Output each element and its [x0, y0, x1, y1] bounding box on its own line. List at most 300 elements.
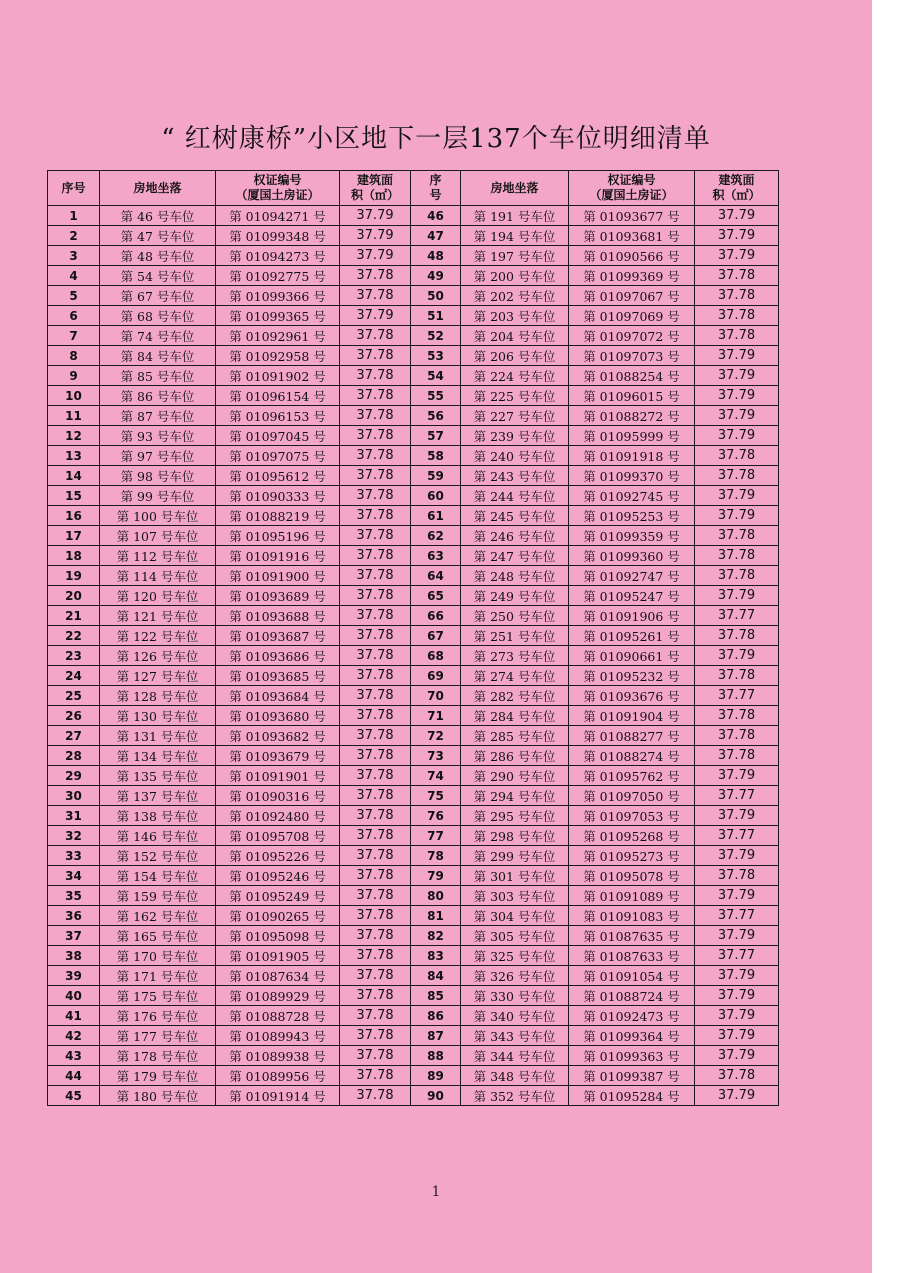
cell-right-location: 第 326 号车位: [461, 966, 569, 986]
cell-right-no: 69: [411, 666, 461, 686]
cell-right-area: 37.79: [695, 406, 779, 426]
table-row: [48, 1046, 779, 1066]
cell-right-cert: 第 01093681 号: [569, 226, 695, 246]
cell-right-area: 37.79: [695, 506, 779, 526]
cell-left-location: 第 68 号车位: [100, 306, 216, 326]
table-row: [48, 846, 779, 866]
table-row: [48, 1086, 779, 1106]
cell-right-cert: 第 01095078 号: [569, 866, 695, 886]
cell-left-cert: 第 01093685 号: [216, 666, 340, 686]
cell-left-cert: 第 01090316 号: [216, 786, 340, 806]
cell-left-location: 第 175 号车位: [100, 986, 216, 1006]
cell-right-area: 37.79: [695, 966, 779, 986]
cell-right-cert: 第 01091906 号: [569, 606, 695, 626]
cell-right-area: 37.79: [695, 1086, 779, 1106]
cell-left-location: 第 121 号车位: [100, 606, 216, 626]
cell-right-no: 68: [411, 646, 461, 666]
table-row: [48, 286, 779, 306]
cell-left-cert: 第 01091914 号: [216, 1086, 340, 1106]
cell-right-location: 第 227 号车位: [461, 406, 569, 426]
header-right-location: 房地坐落: [461, 171, 569, 206]
cell-left-cert: 第 01093684 号: [216, 686, 340, 706]
cell-left-area: 37.78: [340, 706, 411, 726]
cell-right-location: 第 191 号车位: [461, 206, 569, 226]
cell-right-cert: 第 01097069 号: [569, 306, 695, 326]
cell-right-location: 第 273 号车位: [461, 646, 569, 666]
cell-right-area: 37.78: [695, 566, 779, 586]
cell-right-location: 第 325 号车位: [461, 946, 569, 966]
cell-left-cert: 第 01093687 号: [216, 626, 340, 646]
cell-right-location: 第 204 号车位: [461, 326, 569, 346]
cell-right-location: 第 197 号车位: [461, 246, 569, 266]
cell-left-cert: 第 01097045 号: [216, 426, 340, 446]
cell-left-cert: 第 01091901 号: [216, 766, 340, 786]
cell-left-no: 23: [48, 646, 100, 666]
cell-right-no: 49: [411, 266, 461, 286]
cell-left-no: 44: [48, 1066, 100, 1086]
cell-right-location: 第 249 号车位: [461, 586, 569, 606]
cell-left-location: 第 154 号车位: [100, 866, 216, 886]
cell-right-cert: 第 01099369 号: [569, 266, 695, 286]
cell-left-location: 第 47 号车位: [100, 226, 216, 246]
cell-left-location: 第 67 号车位: [100, 286, 216, 306]
cell-right-no: 82: [411, 926, 461, 946]
cell-right-location: 第 250 号车位: [461, 606, 569, 626]
cell-right-area: 37.79: [695, 586, 779, 606]
cell-right-no: 48: [411, 246, 461, 266]
cell-left-location: 第 48 号车位: [100, 246, 216, 266]
cell-right-cert: 第 01095762 号: [569, 766, 695, 786]
cell-right-cert: 第 01091083 号: [569, 906, 695, 926]
cell-left-area: 37.78: [340, 906, 411, 926]
table-row: [48, 926, 779, 946]
cell-left-cert: 第 01095246 号: [216, 866, 340, 886]
cell-left-cert: 第 01092961 号: [216, 326, 340, 346]
cell-left-location: 第 128 号车位: [100, 686, 216, 706]
cell-left-no: 2: [48, 226, 100, 246]
cell-right-location: 第 274 号车位: [461, 666, 569, 686]
document-title: “ 红树康桥”小区地下一层137个车位明细清单: [161, 124, 711, 154]
cell-left-no: 29: [48, 766, 100, 786]
cell-left-area: 37.78: [340, 366, 411, 386]
cell-right-location: 第 290 号车位: [461, 766, 569, 786]
cell-left-location: 第 134 号车位: [100, 746, 216, 766]
table-row: [48, 826, 779, 846]
cell-left-cert: 第 01094273 号: [216, 246, 340, 266]
cell-left-no: 22: [48, 626, 100, 646]
cell-left-no: 15: [48, 486, 100, 506]
cell-left-area: 37.78: [340, 286, 411, 306]
cell-right-no: 51: [411, 306, 461, 326]
cell-left-cert: 第 01091902 号: [216, 366, 340, 386]
header-left-location: 房地坐落: [100, 171, 216, 206]
header-left-area: 建筑面 积（㎡）: [340, 171, 411, 206]
cell-right-no: 73: [411, 746, 461, 766]
table-row: [48, 986, 779, 1006]
cell-left-no: 45: [48, 1086, 100, 1106]
cell-left-location: 第 138 号车位: [100, 806, 216, 826]
cell-left-no: 37: [48, 926, 100, 946]
table-row: [48, 706, 779, 726]
cell-left-cert: 第 01089943 号: [216, 1026, 340, 1046]
cell-right-area: 37.77: [695, 946, 779, 966]
table-row: [48, 266, 779, 286]
cell-right-cert: 第 01092473 号: [569, 1006, 695, 1026]
table-row: [48, 246, 779, 266]
cell-right-cert: 第 01096015 号: [569, 386, 695, 406]
cell-right-area: 37.78: [695, 546, 779, 566]
cell-left-cert: 第 01089938 号: [216, 1046, 340, 1066]
table-row: [48, 646, 779, 666]
cell-left-area: 37.79: [340, 206, 411, 226]
cell-right-no: 55: [411, 386, 461, 406]
cell-left-cert: 第 01093680 号: [216, 706, 340, 726]
table-row: [48, 506, 779, 526]
cell-left-location: 第 176 号车位: [100, 1006, 216, 1026]
cell-right-location: 第 284 号车位: [461, 706, 569, 726]
cell-left-cert: 第 01096154 号: [216, 386, 340, 406]
cell-left-location: 第 84 号车位: [100, 346, 216, 366]
table-row: [48, 726, 779, 746]
cell-right-area: 37.77: [695, 686, 779, 706]
cell-right-no: 79: [411, 866, 461, 886]
cell-right-no: 56: [411, 406, 461, 426]
cell-right-cert: 第 01097072 号: [569, 326, 695, 346]
table-row: [48, 686, 779, 706]
cell-left-location: 第 100 号车位: [100, 506, 216, 526]
cell-right-cert: 第 01090566 号: [569, 246, 695, 266]
cell-right-cert: 第 01095273 号: [569, 846, 695, 866]
table-header-row: [48, 171, 779, 206]
cell-right-location: 第 294 号车位: [461, 786, 569, 806]
cell-left-area: 37.78: [340, 1026, 411, 1046]
cell-left-area: 37.78: [340, 966, 411, 986]
cell-left-area: 37.78: [340, 686, 411, 706]
cell-left-no: 38: [48, 946, 100, 966]
cell-right-area: 37.78: [695, 706, 779, 726]
cell-right-area: 37.77: [695, 606, 779, 626]
cell-right-location: 第 298 号车位: [461, 826, 569, 846]
cell-right-cert: 第 01091918 号: [569, 446, 695, 466]
cell-right-no: 46: [411, 206, 461, 226]
cell-left-cert: 第 01091900 号: [216, 566, 340, 586]
cell-right-location: 第 301 号车位: [461, 866, 569, 886]
cell-right-no: 85: [411, 986, 461, 1006]
cell-left-area: 37.78: [340, 986, 411, 1006]
cell-right-area: 37.78: [695, 666, 779, 686]
cell-left-no: 28: [48, 746, 100, 766]
cell-left-area: 37.78: [340, 806, 411, 826]
cell-left-area: 37.78: [340, 526, 411, 546]
cell-right-no: 58: [411, 446, 461, 466]
cell-right-cert: 第 01097053 号: [569, 806, 695, 826]
cell-right-no: 70: [411, 686, 461, 706]
cell-right-cert: 第 01087633 号: [569, 946, 695, 966]
cell-left-no: 27: [48, 726, 100, 746]
cell-right-area: 37.79: [695, 206, 779, 226]
cell-left-no: 17: [48, 526, 100, 546]
table-row: [48, 606, 779, 626]
table-body: [48, 206, 779, 1106]
table-row: [48, 1026, 779, 1046]
cell-right-no: 60: [411, 486, 461, 506]
cell-right-no: 76: [411, 806, 461, 826]
table-row: [48, 226, 779, 246]
cell-left-cert: 第 01089929 号: [216, 986, 340, 1006]
cell-right-location: 第 299 号车位: [461, 846, 569, 866]
cell-right-no: 77: [411, 826, 461, 846]
cell-right-no: 75: [411, 786, 461, 806]
cell-left-area: 37.78: [340, 586, 411, 606]
cell-right-cert: 第 01099370 号: [569, 466, 695, 486]
cell-right-cert: 第 01095999 号: [569, 426, 695, 446]
cell-right-no: 90: [411, 1086, 461, 1106]
cell-left-location: 第 170 号车位: [100, 946, 216, 966]
cell-left-no: 41: [48, 1006, 100, 1026]
cell-left-cert: 第 01093688 号: [216, 606, 340, 626]
cell-right-no: 84: [411, 966, 461, 986]
header-left-cert: 权证编号 （厦国土房证）: [216, 171, 340, 206]
cell-right-no: 67: [411, 626, 461, 646]
cell-left-cert: 第 01092958 号: [216, 346, 340, 366]
cell-left-cert: 第 01093689 号: [216, 586, 340, 606]
cell-left-cert: 第 01093679 号: [216, 746, 340, 766]
cell-right-no: 83: [411, 946, 461, 966]
cell-left-location: 第 97 号车位: [100, 446, 216, 466]
table-row: [48, 626, 779, 646]
cell-left-cert: 第 01099348 号: [216, 226, 340, 246]
cell-left-area: 37.78: [340, 886, 411, 906]
cell-right-no: 87: [411, 1026, 461, 1046]
cell-right-location: 第 305 号车位: [461, 926, 569, 946]
cell-left-location: 第 99 号车位: [100, 486, 216, 506]
cell-left-no: 12: [48, 426, 100, 446]
table-row: [48, 326, 779, 346]
cell-left-area: 37.78: [340, 846, 411, 866]
cell-right-location: 第 246 号车位: [461, 526, 569, 546]
cell-right-no: 63: [411, 546, 461, 566]
cell-right-area: 37.79: [695, 986, 779, 1006]
cell-right-no: 71: [411, 706, 461, 726]
cell-left-no: 9: [48, 366, 100, 386]
table-row: [48, 906, 779, 926]
cell-right-area: 37.78: [695, 746, 779, 766]
table-row: [48, 426, 779, 446]
cell-right-location: 第 239 号车位: [461, 426, 569, 446]
cell-left-cert: 第 01095708 号: [216, 826, 340, 846]
header-right-cert: 权证编号 （厦国土房证）: [569, 171, 695, 206]
cell-left-cert: 第 01099366 号: [216, 286, 340, 306]
cell-right-no: 89: [411, 1066, 461, 1086]
cell-left-location: 第 98 号车位: [100, 466, 216, 486]
cell-right-no: 72: [411, 726, 461, 746]
cell-left-area: 37.79: [340, 246, 411, 266]
cell-right-cert: 第 01095284 号: [569, 1086, 695, 1106]
cell-left-no: 7: [48, 326, 100, 346]
cell-right-location: 第 340 号车位: [461, 1006, 569, 1026]
cell-right-cert: 第 01099387 号: [569, 1066, 695, 1086]
cell-right-cert: 第 01092745 号: [569, 486, 695, 506]
cell-left-location: 第 107 号车位: [100, 526, 216, 546]
cell-left-no: 11: [48, 406, 100, 426]
cell-left-cert: 第 01088728 号: [216, 1006, 340, 1026]
cell-right-area: 37.78: [695, 866, 779, 886]
cell-right-no: 52: [411, 326, 461, 346]
table-row: [48, 766, 779, 786]
cell-left-no: 20: [48, 586, 100, 606]
cell-right-no: 66: [411, 606, 461, 626]
cell-left-location: 第 87 号车位: [100, 406, 216, 426]
cell-left-cert: 第 01099365 号: [216, 306, 340, 326]
cell-left-no: 10: [48, 386, 100, 406]
cell-left-location: 第 126 号车位: [100, 646, 216, 666]
cell-left-location: 第 165 号车位: [100, 926, 216, 946]
table-row: [48, 206, 779, 226]
cell-left-cert: 第 01091916 号: [216, 546, 340, 566]
cell-left-no: 30: [48, 786, 100, 806]
cell-left-no: 16: [48, 506, 100, 526]
cell-right-no: 47: [411, 226, 461, 246]
cell-left-area: 37.78: [340, 606, 411, 626]
cell-right-no: 61: [411, 506, 461, 526]
cell-right-no: 78: [411, 846, 461, 866]
cell-right-area: 37.79: [695, 846, 779, 866]
cell-right-cert: 第 01091904 号: [569, 706, 695, 726]
cell-left-cert: 第 01090333 号: [216, 486, 340, 506]
cell-left-cert: 第 01094271 号: [216, 206, 340, 226]
cell-right-no: 64: [411, 566, 461, 586]
cell-right-location: 第 194 号车位: [461, 226, 569, 246]
cell-left-no: 21: [48, 606, 100, 626]
cell-right-location: 第 344 号车位: [461, 1046, 569, 1066]
cell-left-area: 37.78: [340, 786, 411, 806]
cell-left-area: 37.78: [340, 506, 411, 526]
cell-left-location: 第 178 号车位: [100, 1046, 216, 1066]
table-row: [48, 806, 779, 826]
cell-right-location: 第 206 号车位: [461, 346, 569, 366]
cell-right-area: 37.79: [695, 426, 779, 446]
cell-left-location: 第 177 号车位: [100, 1026, 216, 1046]
cell-left-location: 第 114 号车位: [100, 566, 216, 586]
cell-left-area: 37.78: [340, 446, 411, 466]
cell-left-cert: 第 01095612 号: [216, 466, 340, 486]
cell-left-area: 37.78: [340, 766, 411, 786]
cell-left-no: 32: [48, 826, 100, 846]
cell-right-area: 37.78: [695, 446, 779, 466]
cell-right-location: 第 240 号车位: [461, 446, 569, 466]
cell-right-location: 第 348 号车位: [461, 1066, 569, 1086]
cell-left-no: 31: [48, 806, 100, 826]
cell-right-area: 37.78: [695, 306, 779, 326]
cell-right-area: 37.78: [695, 726, 779, 746]
cell-right-location: 第 285 号车位: [461, 726, 569, 746]
cell-right-area: 37.79: [695, 646, 779, 666]
cell-right-cert: 第 01088254 号: [569, 366, 695, 386]
cell-right-cert: 第 01087635 号: [569, 926, 695, 946]
cell-right-cert: 第 01097050 号: [569, 786, 695, 806]
cell-right-location: 第 243 号车位: [461, 466, 569, 486]
cell-left-location: 第 131 号车位: [100, 726, 216, 746]
table-row: [48, 966, 779, 986]
cell-left-cert: 第 01090265 号: [216, 906, 340, 926]
header-right-area: 建筑面 积（㎡）: [695, 171, 779, 206]
cell-left-no: 43: [48, 1046, 100, 1066]
cell-left-no: 36: [48, 906, 100, 926]
cell-left-area: 37.78: [340, 666, 411, 686]
table-row: [48, 366, 779, 386]
cell-left-cert: 第 01087634 号: [216, 966, 340, 986]
cell-right-area: 37.79: [695, 246, 779, 266]
cell-left-cert: 第 01095249 号: [216, 886, 340, 906]
cell-left-location: 第 162 号车位: [100, 906, 216, 926]
cell-left-location: 第 127 号车位: [100, 666, 216, 686]
cell-left-area: 37.78: [340, 926, 411, 946]
cell-right-area: 37.78: [695, 526, 779, 546]
cell-right-location: 第 330 号车位: [461, 986, 569, 1006]
cell-right-cert: 第 01088274 号: [569, 746, 695, 766]
table-row: [48, 446, 779, 466]
cell-right-area: 37.79: [695, 886, 779, 906]
cell-left-no: 39: [48, 966, 100, 986]
cell-left-area: 37.78: [340, 406, 411, 426]
cell-right-no: 50: [411, 286, 461, 306]
cell-left-no: 40: [48, 986, 100, 1006]
cell-right-cert: 第 01088724 号: [569, 986, 695, 1006]
cell-right-cert: 第 01099360 号: [569, 546, 695, 566]
cell-left-location: 第 130 号车位: [100, 706, 216, 726]
cell-left-area: 37.78: [340, 326, 411, 346]
cell-left-cert: 第 01089956 号: [216, 1066, 340, 1086]
cell-right-area: 37.78: [695, 1066, 779, 1086]
cell-right-location: 第 224 号车位: [461, 366, 569, 386]
cell-right-cert: 第 01097073 号: [569, 346, 695, 366]
cell-right-cert: 第 01099359 号: [569, 526, 695, 546]
cell-right-area: 37.79: [695, 766, 779, 786]
cell-left-location: 第 146 号车位: [100, 826, 216, 846]
cell-right-area: 37.78: [695, 266, 779, 286]
cell-left-location: 第 137 号车位: [100, 786, 216, 806]
table-row: [48, 1066, 779, 1086]
cell-right-no: 65: [411, 586, 461, 606]
cell-left-location: 第 120 号车位: [100, 586, 216, 606]
cell-left-no: 34: [48, 866, 100, 886]
cell-right-area: 37.79: [695, 486, 779, 506]
cell-right-cert: 第 01088277 号: [569, 726, 695, 746]
cell-left-area: 37.78: [340, 1046, 411, 1066]
cell-right-cert: 第 01095253 号: [569, 506, 695, 526]
cell-right-cert: 第 01093677 号: [569, 206, 695, 226]
cell-right-location: 第 304 号车位: [461, 906, 569, 926]
cell-left-area: 37.78: [340, 946, 411, 966]
header-right-no: 序 号: [411, 171, 461, 206]
cell-left-no: 26: [48, 706, 100, 726]
cell-left-area: 37.78: [340, 626, 411, 646]
cell-right-area: 37.79: [695, 1046, 779, 1066]
table-row: [48, 466, 779, 486]
cell-right-no: 80: [411, 886, 461, 906]
cell-left-area: 37.78: [340, 1066, 411, 1086]
cell-left-no: 13: [48, 446, 100, 466]
cell-left-location: 第 122 号车位: [100, 626, 216, 646]
cell-left-area: 37.78: [340, 566, 411, 586]
cell-right-location: 第 303 号车位: [461, 886, 569, 906]
cell-right-no: 59: [411, 466, 461, 486]
cell-left-cert: 第 01095226 号: [216, 846, 340, 866]
cell-right-cert: 第 01090661 号: [569, 646, 695, 666]
cell-left-no: 33: [48, 846, 100, 866]
page-number: 1: [431, 1184, 441, 1200]
cell-right-no: 57: [411, 426, 461, 446]
